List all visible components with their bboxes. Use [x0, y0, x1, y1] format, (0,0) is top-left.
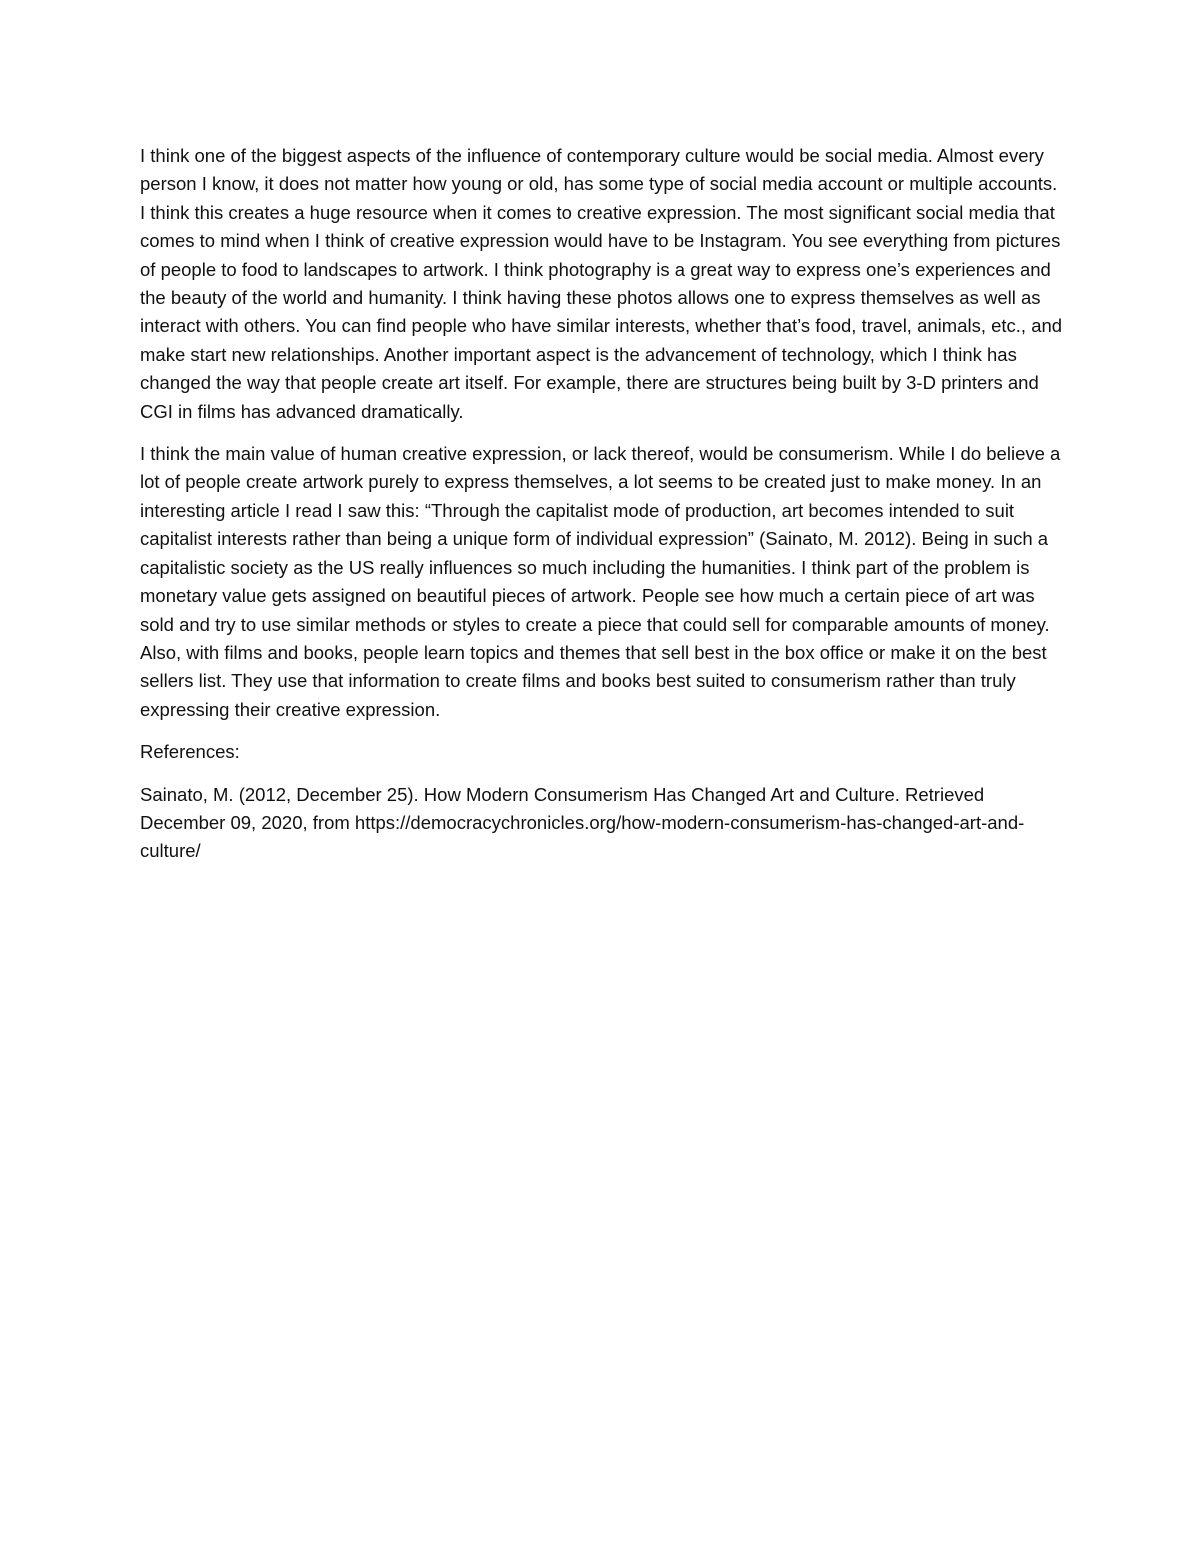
- references-heading: References:: [140, 741, 240, 763]
- reference-entry: Sainato, M. (2012, December 25). How Modern Consumerism Has Changed Art and Culture. Retrieved December 09, 2020, from https://democracychronicles.org/how-modern-consumerism-has-changed-art-and-culture/: [140, 783, 1025, 862]
- paragraph-consumerism: I think the main value of human creative expression, or lack thereof, would be consumerism. While I do believe a lot of people create artwork purely to express themselves, a lot seems to be created just to make money. In an interesting article I read I saw this: “Through the capitalist mode of production, art becomes intended to suit capitalist interests rather than being a unique form of individual expression” (Sainato, M. 2012). Being in such a capitalistic society as the US really influences so much including the humanities. I think part of the problem is monetary value gets assigned on beautiful pieces of artwork. People see how much a certain piece of art was sold and try to use similar methods or styles to create a piece that could sell for comparable amounts of money. Also, with films and books, people learn topics and themes that sell best in the box office or make it on the best sellers list. They use that information to create films and books best suited to consumerism rather than truly expressing their creative expression.: [140, 443, 1061, 720]
- document-body: [140, 142, 1065, 880]
- paragraph-social-media: I think one of the biggest aspects of the influence of contemporary culture would be social media. Almost every person I know, it does not matter how young or old, has some type of social media account or multiple accounts. I think this creates a huge resource when it comes to creative expression. The most significant social media that comes to mind when I think of creative expression would have to be Instagram. You see everything from pictures of people to food to landscapes to artwork. I think photography is a great way to express one’s experiences and the beauty of the world and humanity. I think having these photos allows one to express themselves as well as interact with others. You can find people who have similar interests, whether that’s food, travel, animals, etc., and make start new relationships. Another important aspect is the advancement of technology, which I think has changed the way that people create art itself. For example, there are structures being built by 3-D printers and CGI in films has advanced dramatically.: [140, 145, 1063, 422]
